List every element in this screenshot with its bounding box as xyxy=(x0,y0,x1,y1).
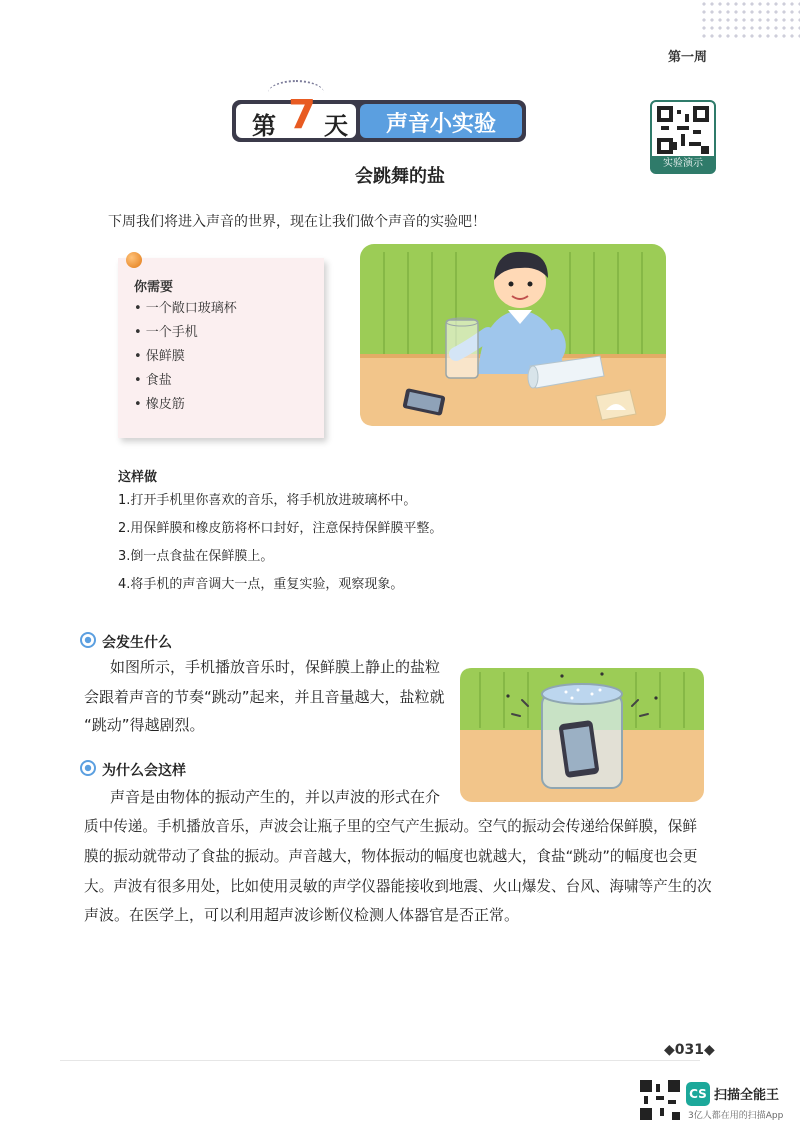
banner-topic: 声音小实验 xyxy=(385,112,496,137)
paragraph-line: 声波。在医学上，可以利用超声波诊断仪检测人体器官是否正常。 xyxy=(84,906,520,924)
pushpin-icon xyxy=(126,252,142,268)
title-banner xyxy=(232,92,526,142)
list-item: 4.将手机的声音调大一点，重复实验，观察现象。 xyxy=(118,577,404,592)
page-number: ◆031◆ xyxy=(664,1042,715,1058)
paragraph-line: 膜的振动就带动了食盐的振动。声音越大，物体振动的幅度也就越大，食盐“跳动”的幅度也会更 xyxy=(84,848,698,865)
footer-divider xyxy=(60,1060,700,1061)
list-item: 2.用保鲜膜和橡皮筋将杯口封好，注意保持保鲜膜平整。 xyxy=(118,521,443,536)
paragraph-line: 质中传递。手机播放音乐，声波会让瓶子里的空气产生振动。空气的振动会传递给保鲜膜，保鲜 xyxy=(84,818,697,835)
section-heading-text: 会发生什么 xyxy=(102,635,172,651)
paragraph-line: 声音是由物体的振动产生的，并以声波的形式在介 xyxy=(110,788,441,806)
banner-topic-panel xyxy=(360,104,522,138)
steps-list xyxy=(118,490,442,602)
watermark-tagline: 3亿人都在用的扫描App xyxy=(688,1111,784,1121)
list-item: 1.打开手机里你喜欢的音乐，将手机放进玻璃杯中。 xyxy=(118,493,417,508)
section-heading xyxy=(80,632,172,652)
qr-label: 实验演示 xyxy=(650,156,716,172)
steps-title: 这样做 xyxy=(118,470,158,485)
watermark-qr-icon xyxy=(640,1080,680,1120)
intro-text: 下周我们将进入声音的世界，现在让我们做个声音的实验吧！ xyxy=(108,214,486,230)
banner-di: 第 xyxy=(252,112,276,140)
jar-phone-illustration xyxy=(460,668,704,802)
section-heading xyxy=(80,760,186,780)
corner-dot-pattern xyxy=(700,0,800,40)
experiment-title: 会跳舞的盐 xyxy=(355,166,445,187)
materials-title: 你需要 xyxy=(134,280,174,295)
list-item: • 一个敞口玻璃杯 xyxy=(134,301,237,316)
paragraph-line: “跳动”得越剧烈。 xyxy=(84,716,205,734)
section-bullet-icon xyxy=(80,760,96,776)
materials-list xyxy=(134,300,237,420)
banner-day-number: 7 xyxy=(288,92,316,138)
banner-tian: 天 xyxy=(324,112,348,140)
qr-code-icon xyxy=(657,106,709,154)
banner-day-panel xyxy=(236,92,356,140)
list-item: • 橡皮筋 xyxy=(134,397,185,412)
week-label: 第一周 xyxy=(668,50,708,65)
paragraph-line: 会跟着声音的节奏“跳动”起来，并且音量越大，盐粒就 xyxy=(84,688,445,706)
boy-experiment-illustration xyxy=(360,244,666,426)
section-heading-text: 为什么会这样 xyxy=(102,763,186,779)
watermark-app-name: 扫描全能王 xyxy=(714,1088,780,1103)
list-item: • 食盐 xyxy=(134,373,172,388)
camscanner-logo-icon: CS xyxy=(686,1082,710,1106)
list-item: • 保鲜膜 xyxy=(134,349,185,364)
paragraph-line: 大。声波有很多用处，比如使用灵敏的声学仪器能接收到地震、火山爆发、台风、海啸等产生的次 xyxy=(84,878,712,895)
list-item: 3.倒一点食盐在保鲜膜上。 xyxy=(118,549,274,564)
section-bullet-icon xyxy=(80,632,96,648)
list-item: • 一个手机 xyxy=(134,325,198,340)
paragraph-line: 如图所示，手机播放音乐时，保鲜膜上静止的盐粒 xyxy=(110,658,441,676)
